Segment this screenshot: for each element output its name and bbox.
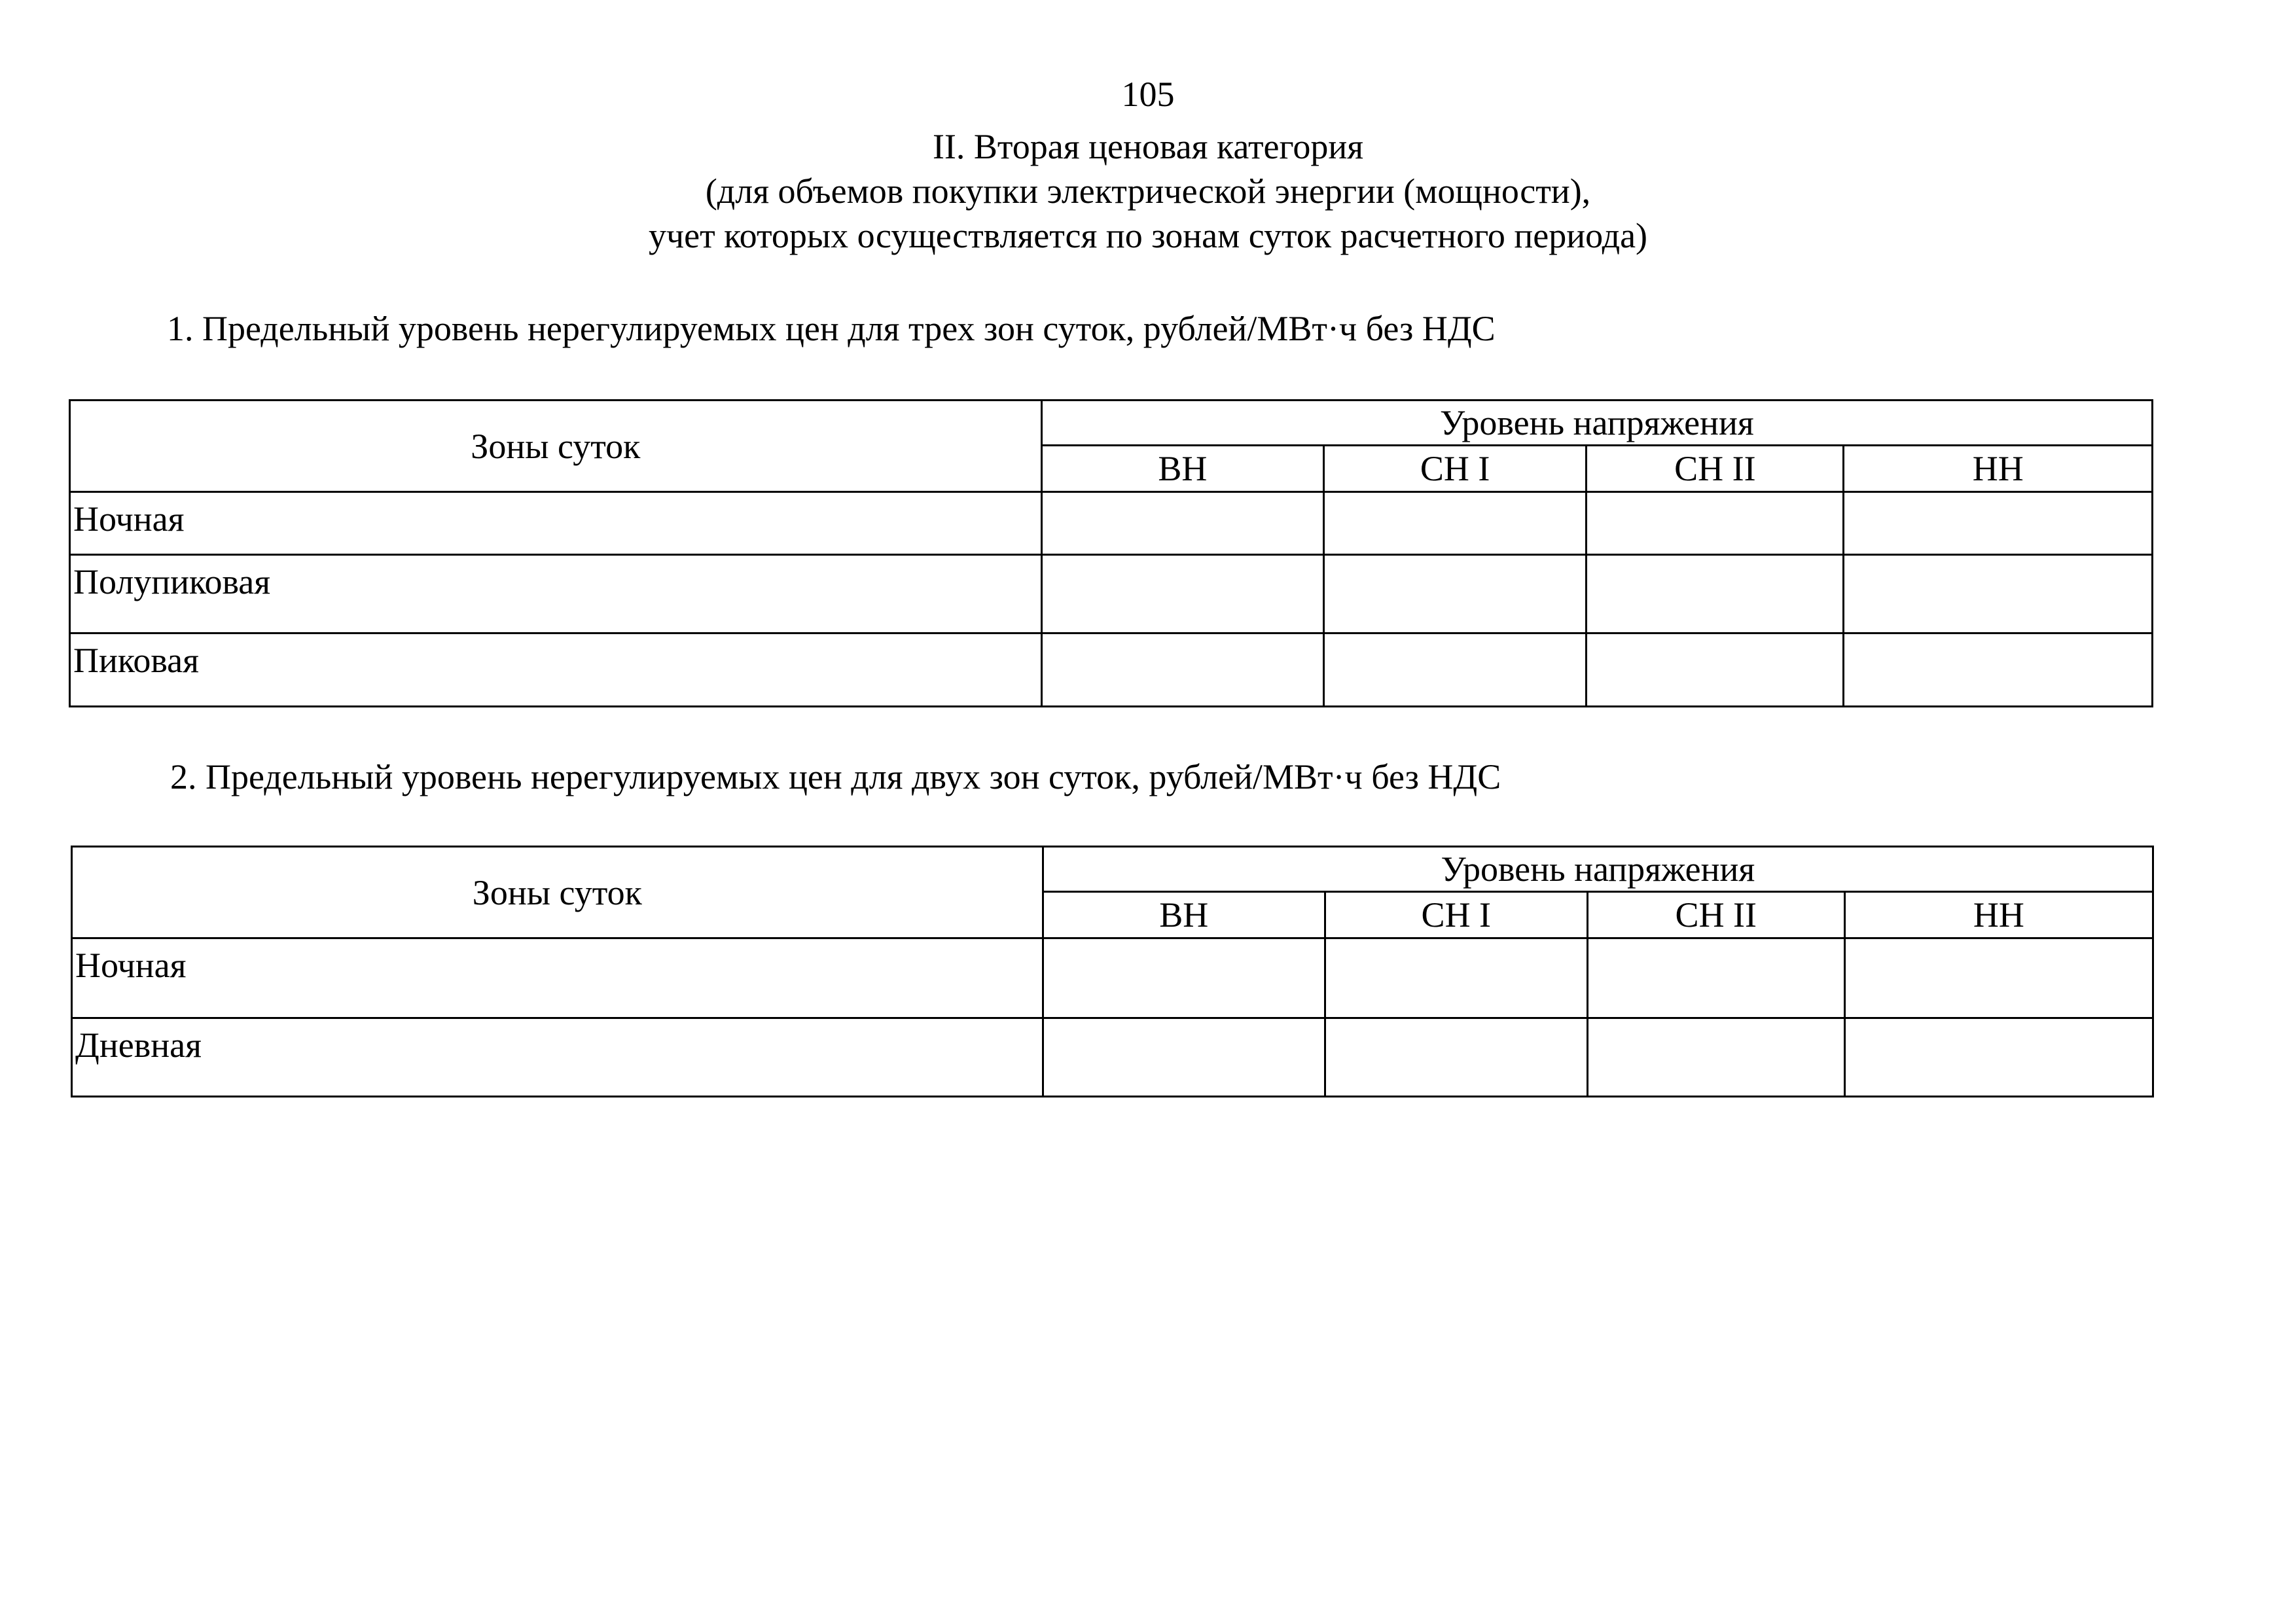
- two-zone-table-title: 2. Предельный уровень нерегулируемых цен для двух зон суток, рублей/МВт·ч без НДС: [170, 757, 1501, 796]
- table-row: [70, 633, 2153, 707]
- value-cell: [1844, 555, 2153, 633]
- value-cell: [1041, 633, 1323, 707]
- row-label-semi-peak: Полупиковая: [70, 555, 1042, 633]
- value-cell: [1324, 633, 1587, 707]
- column-header-sn1: СН I: [1324, 446, 1587, 492]
- table-row: [72, 938, 2153, 1018]
- voltage-level-header: Уровень напряжения: [1043, 847, 2153, 892]
- three-zone-price-table: [69, 399, 2153, 707]
- column-header-sn2: СН II: [1587, 892, 1844, 938]
- value-cell: [1844, 492, 2153, 555]
- value-cell: [1587, 633, 1844, 707]
- zone-header: Зоны суток: [72, 847, 1043, 938]
- value-cell: [1587, 555, 1844, 633]
- table-row: [70, 555, 2153, 633]
- value-cell: [1043, 938, 1325, 1018]
- column-header-nn: НН: [1844, 446, 2153, 492]
- row-label-peak: Пиковая: [70, 633, 1042, 707]
- value-cell: [1844, 1018, 2153, 1097]
- column-header-nn: НН: [1844, 892, 2153, 938]
- value-cell: [1325, 1018, 1587, 1097]
- section-heading: [0, 124, 2296, 258]
- value-cell: [1041, 555, 1323, 633]
- row-label-night: Ночная: [72, 938, 1043, 1018]
- row-label-day: Дневная: [72, 1018, 1043, 1097]
- column-header-vn: ВН: [1043, 892, 1325, 938]
- column-header-vn: ВН: [1041, 446, 1323, 492]
- value-cell: [1325, 938, 1587, 1018]
- zone-header: Зоны суток: [70, 401, 1042, 492]
- value-cell: [1324, 555, 1587, 633]
- value-cell: [1844, 633, 2153, 707]
- row-label-night: Ночная: [70, 492, 1042, 555]
- value-cell: [1324, 492, 1587, 555]
- table-row: [70, 492, 2153, 555]
- heading-line-1: II. Вторая ценовая категория: [932, 127, 1364, 166]
- column-header-sn2: СН II: [1587, 446, 1844, 492]
- page-number: 105: [1121, 75, 1175, 114]
- three-zone-table-title: 1. Предельный уровень нерегулируемых цен для трех зон суток, рублей/МВт·ч без НДС: [167, 309, 1496, 348]
- heading-line-3: учет которых осуществляется по зонам суток расчетного периода): [648, 216, 1648, 255]
- column-header-sn1: СН I: [1325, 892, 1587, 938]
- table-row: [72, 1018, 2153, 1097]
- value-cell: [1587, 938, 1844, 1018]
- voltage-level-header: Уровень напряжения: [1041, 401, 2152, 446]
- value-cell: [1041, 492, 1323, 555]
- value-cell: [1587, 492, 1844, 555]
- value-cell: [1844, 938, 2153, 1018]
- value-cell: [1043, 1018, 1325, 1097]
- value-cell: [1587, 1018, 1844, 1097]
- two-zone-price-table: [71, 846, 2154, 1097]
- heading-line-2: (для объемов покупки электрической энергии (мощности),: [705, 171, 1591, 211]
